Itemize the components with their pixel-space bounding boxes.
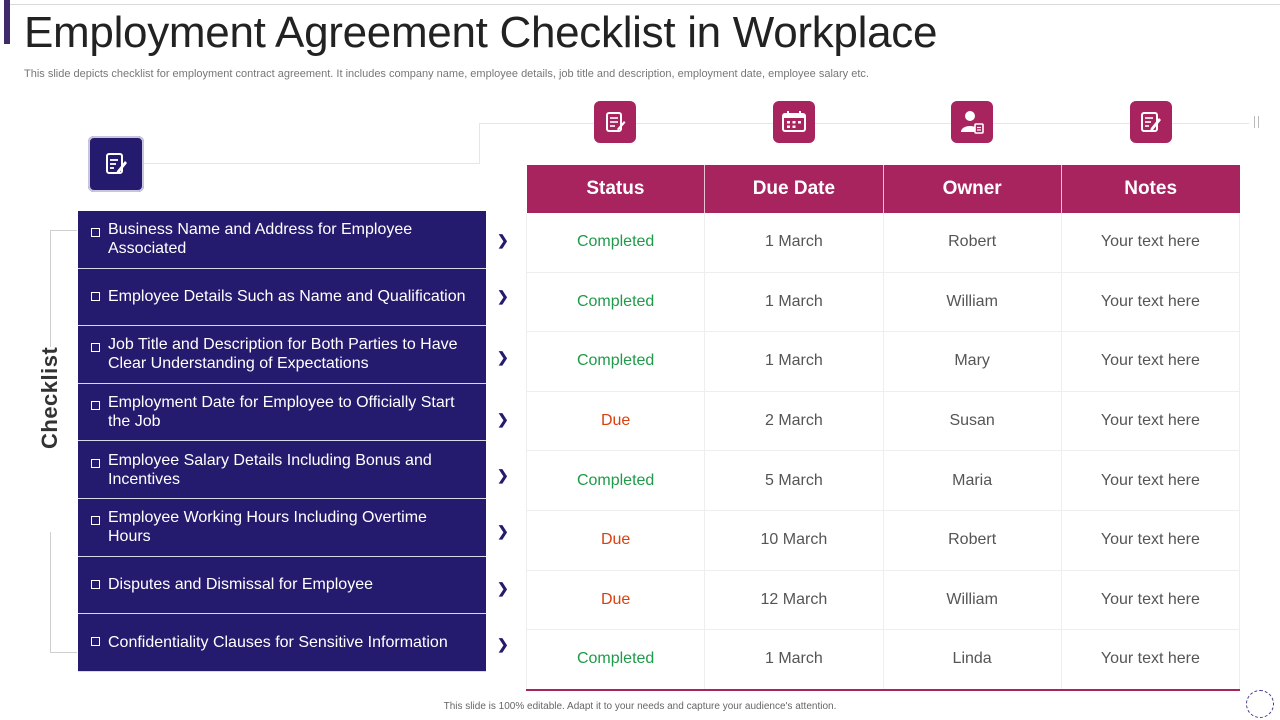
- column-header-notes: Notes: [1061, 165, 1239, 213]
- status-cell: Completed: [527, 213, 705, 272]
- slide-title: Employment Agreement Checklist in Workplace: [24, 8, 938, 57]
- status-cell: Due: [527, 391, 705, 451]
- chevron-right-icon: ❯: [497, 411, 509, 427]
- column-header-status: Status: [527, 165, 705, 213]
- checklist-item-label: Disputes and Dismissal for Employee: [108, 576, 373, 594]
- checklist-item-label: Employment Date for Employee to Officially Start the Job: [108, 394, 455, 431]
- side-bracket-top: [50, 230, 77, 347]
- checkbox-icon: [91, 343, 100, 352]
- due-date-cell: 1 March: [705, 332, 883, 392]
- checklist-item: [78, 326, 486, 384]
- checklist: [78, 211, 486, 672]
- notes-cell: Your text here: [1061, 272, 1239, 332]
- checklist-item: [78, 441, 486, 499]
- table-row: [527, 272, 1240, 332]
- owner-cell: Robert: [883, 510, 1061, 570]
- table-row: [527, 332, 1240, 392]
- status-table: [526, 165, 1240, 691]
- notes-cell: Your text here: [1061, 451, 1239, 511]
- checkbox-icon: [91, 516, 100, 525]
- side-bracket-bottom: [50, 532, 77, 653]
- chevron-right-icon: ❯: [497, 232, 509, 248]
- top-rule: [8, 4, 1280, 5]
- connector-end-tick: [1258, 116, 1259, 128]
- checklist-item-label: Employee Salary Details Including Bonus and Incentives: [108, 451, 432, 488]
- checklist-item-label: Confidentiality Clauses for Sensitive Information: [108, 633, 448, 651]
- due-date-cell: 10 March: [705, 510, 883, 570]
- chevron-right-icon: ❯: [497, 467, 509, 483]
- status-cell: Completed: [527, 332, 705, 392]
- checklist-item-label: Job Title and Description for Both Parties to Have Clear Understanding of Expectations: [108, 336, 458, 373]
- checklist-item: [78, 557, 486, 615]
- notes-cell: Your text here: [1061, 630, 1239, 690]
- checklist-item-label: Employee Details Such as Name and Qualification: [108, 288, 466, 306]
- due-date-cell: 1 March: [705, 272, 883, 332]
- status-cell: Due: [527, 570, 705, 630]
- notes-cell: Your text here: [1061, 570, 1239, 630]
- table-row: [527, 630, 1240, 690]
- status-cell: Completed: [527, 272, 705, 332]
- chevron-right-icon: ❯: [497, 636, 509, 652]
- corner-circle-icon: [1246, 690, 1274, 718]
- checklist-item: [78, 211, 486, 269]
- table-row: [527, 213, 1240, 272]
- checklist-item-label: Employee Working Hours Including Overtime Hours: [108, 509, 427, 546]
- column-header-owner: Owner: [883, 165, 1061, 213]
- checklist-item: [78, 269, 486, 327]
- slide-subtitle: This slide depicts checklist for employment contract agreement. It includes company name, employee details, job title and description, employment date, employee salary etc.: [24, 68, 869, 80]
- checklist-item-label: Business Name and Address for Employee Associated: [108, 221, 413, 258]
- due-date-cell: 12 March: [705, 570, 883, 630]
- checkbox-icon: [91, 401, 100, 410]
- chevron-right-icon: ❯: [497, 580, 509, 596]
- connector-end-tick: [1254, 116, 1255, 128]
- notepad-pencil-icon: [88, 136, 144, 192]
- slide-footer: This slide is 100% editable. Adapt it to your needs and capture your audience's attention.: [443, 701, 837, 712]
- notes-cell: Your text here: [1061, 510, 1239, 570]
- status-cell: Completed: [527, 630, 705, 690]
- owner-cell: Susan: [883, 391, 1061, 451]
- table-row: [527, 391, 1240, 451]
- status-cell: Completed: [527, 451, 705, 511]
- clipboard-checklist-icon: [594, 101, 636, 143]
- checkbox-icon: [91, 637, 100, 646]
- notes-cell: Your text here: [1061, 391, 1239, 451]
- checkbox-icon: [91, 292, 100, 301]
- side-label: Checklist: [37, 346, 62, 449]
- notes-cell: Your text here: [1061, 213, 1239, 272]
- table-row: [527, 510, 1240, 570]
- checklist-item: [78, 614, 486, 672]
- checklist-item: [78, 384, 486, 442]
- checkbox-icon: [91, 459, 100, 468]
- owner-cell: William: [883, 570, 1061, 630]
- checkbox-icon: [91, 228, 100, 237]
- connector-line: [479, 123, 480, 164]
- calendar-icon: [773, 101, 815, 143]
- checkbox-icon: [91, 580, 100, 589]
- chevron-right-icon: ❯: [497, 349, 509, 365]
- column-header-due-date: Due Date: [705, 165, 883, 213]
- connector-line: [144, 163, 480, 164]
- due-date-cell: 1 March: [705, 213, 883, 272]
- status-cell: Due: [527, 510, 705, 570]
- title-accent-bar: [4, 0, 10, 44]
- notes-cell: Your text here: [1061, 332, 1239, 392]
- owner-cell: Mary: [883, 332, 1061, 392]
- due-date-cell: 2 March: [705, 391, 883, 451]
- person-badge-icon: [951, 101, 993, 143]
- chevron-right-icon: ❯: [497, 288, 509, 304]
- due-date-cell: 1 March: [705, 630, 883, 690]
- checklist-item: [78, 499, 486, 557]
- table-row: [527, 570, 1240, 630]
- owner-cell: Linda: [883, 630, 1061, 690]
- table-header-row: [527, 165, 1240, 213]
- chevron-right-icon: ❯: [497, 523, 509, 539]
- table-row: [527, 451, 1240, 511]
- owner-cell: Robert: [883, 213, 1061, 272]
- owner-cell: Maria: [883, 451, 1061, 511]
- notes-pencil-icon: [1130, 101, 1172, 143]
- owner-cell: William: [883, 272, 1061, 332]
- due-date-cell: 5 March: [705, 451, 883, 511]
